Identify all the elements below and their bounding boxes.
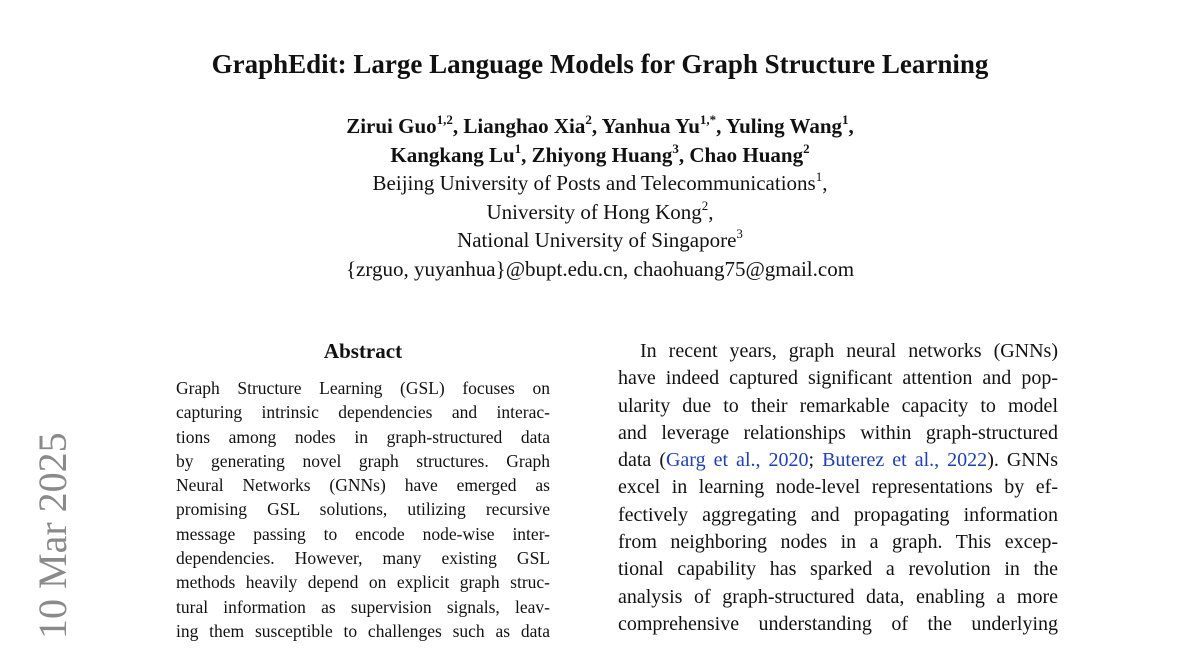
author-emails: {zrguo, yuyanhua}@bupt.edu.cn, chaohuang75@gmail.com <box>345 256 855 281</box>
author-sep: , <box>452 114 464 138</box>
affiliation-sup: 1 <box>815 169 823 184</box>
abstract-line: Neural Networks (GNNs) have emerged as <box>176 475 550 496</box>
arxiv-date-stamp <box>28 412 78 648</box>
author-affil-sup: 1,* <box>699 112 717 127</box>
intro-line: comprehensive understanding of the underlying <box>618 612 1058 635</box>
author-line-2 <box>0 141 1200 170</box>
author-affil-sup: 2 <box>585 112 592 127</box>
abstract-line: tural information as supervision signals, leav- <box>176 596 550 617</box>
arxiv-sidebar <box>28 412 78 648</box>
abstract-line: ing them susceptible to challenges such as data <box>176 620 550 641</box>
affiliation-3 <box>0 226 1200 255</box>
author-affil-sup: 1,2 <box>436 112 453 127</box>
citation-link-garg[interactable]: Garg et al., 2020 <box>665 449 809 472</box>
affiliation-text: National University of Singapore <box>457 228 737 252</box>
affiliation-sep: , <box>822 171 828 195</box>
author-sep: , <box>521 142 532 167</box>
intro-text-fragment: ; <box>808 449 823 472</box>
author-name: Zhiyong Huang <box>531 142 673 167</box>
abstract-text <box>176 376 550 643</box>
author-sep: , <box>591 114 602 138</box>
author-name: Zirui Guo <box>346 114 437 138</box>
author-name: Yuling Wang <box>725 114 843 138</box>
author-affil-sup: 1 <box>842 112 849 127</box>
author-sep: , <box>716 114 726 138</box>
author-sep: , <box>678 142 690 167</box>
intro-line-with-citations <box>618 447 1058 474</box>
author-sep: , <box>848 114 854 138</box>
affiliation-sep: , <box>708 199 714 224</box>
author-name: Lianghao Xia <box>463 114 586 138</box>
affiliation-1 <box>0 169 1200 198</box>
intro-text-fragment: data ( <box>618 449 666 472</box>
author-name: Yanhua Yu <box>601 114 700 138</box>
paper-title: GraphEdit: Large Language Models for Graph Structure Learning <box>211 49 989 79</box>
intro-line: and leverage relationships within graph-structured <box>618 421 1058 444</box>
affiliation-2 <box>0 198 1200 227</box>
affiliation-text: Beijing University of Posts and Telecommunications <box>372 171 816 195</box>
abstract-line: by generating novel graph structures. Graph <box>176 450 550 471</box>
author-affil-sup: 3 <box>672 140 679 156</box>
abstract-line: Graph Structure Learning (GSL) focuses on <box>176 378 550 398</box>
abstract-line: tions among nodes in graph-structured data <box>176 426 550 447</box>
arxiv-date: 10 Mar 2025 <box>30 432 75 639</box>
intro-line: analysis of graph-structured data, enabling a more <box>618 585 1058 608</box>
intro-line: ularity due to their remarkable capacity to model <box>618 394 1058 417</box>
affiliation-sup: 3 <box>736 226 743 241</box>
abstract-line: methods heavily depend on explicit graph struc- <box>176 572 550 593</box>
abstract-line: capturing intrinsic dependencies and interac- <box>176 402 550 423</box>
author-line-1 <box>0 112 1200 141</box>
affiliation-text: University of Hong Kong <box>486 199 702 224</box>
intro-line: have indeed captured significant attention and pop- <box>618 367 1058 390</box>
introduction-text <box>618 338 1058 638</box>
author-name: Chao Huang <box>689 142 804 167</box>
intro-line: from neighboring nodes in a graph. This excep- <box>618 531 1058 554</box>
abstract-heading: Abstract <box>323 339 403 363</box>
author-affil-sup: 1 <box>514 140 522 156</box>
abstract-line: dependencies. However, many existing GSL <box>176 548 550 569</box>
author-block <box>0 112 1200 283</box>
author-affil-sup: 2 <box>803 140 810 156</box>
citation-link-buterez[interactable]: Buterez et al., 2022 <box>822 449 988 472</box>
author-name: Kangkang Lu <box>390 142 515 167</box>
affiliation-sup: 2 <box>701 197 709 213</box>
intro-line: excel in learning node-level representations by ef- <box>618 476 1058 499</box>
intro-line: In recent years, graph neural networks (GNNs) <box>640 340 1058 362</box>
abstract-line: message passing to encode node-wise inter- <box>176 523 550 544</box>
intro-line: tional capability has sparked a revolution in the <box>618 558 1058 581</box>
abstract-line: promising GSL solutions, utilizing recursive <box>176 499 550 520</box>
intro-line: fectively aggregating and propagating information <box>618 503 1058 526</box>
intro-text-fragment: ). GNNs <box>987 449 1058 472</box>
